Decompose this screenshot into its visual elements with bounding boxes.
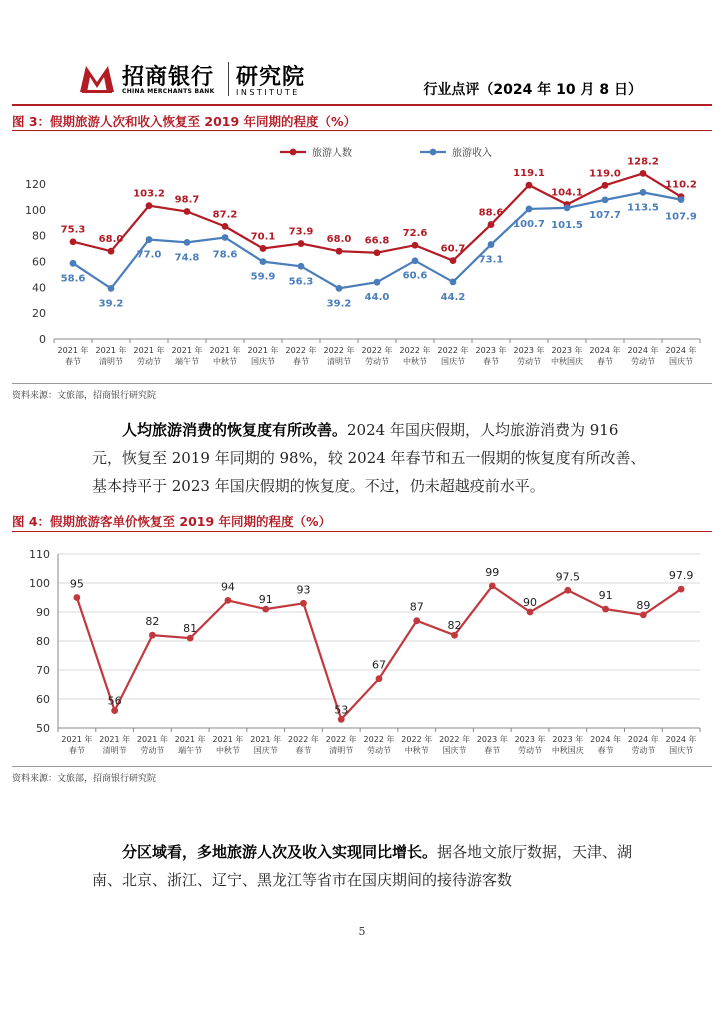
data-point: [412, 257, 419, 264]
data-point: [146, 202, 153, 209]
data-label: 95: [69, 577, 84, 591]
figure-4-title: 图 4：假期旅游客单价恢复至 2019 年同期的程度（%）: [12, 514, 332, 529]
x-tick-label-holiday: 劳动节: [140, 746, 165, 755]
y-tick-label: 40: [32, 281, 46, 295]
data-label: 44.0: [364, 292, 390, 304]
figure-4-chart: [12, 536, 712, 764]
data-label: 82: [447, 619, 462, 633]
data-label: 39.2: [326, 298, 352, 310]
data-point: [564, 587, 571, 594]
data-label: 119.1: [513, 168, 545, 180]
x-tick-label-holiday: 国庆节: [669, 746, 694, 755]
x-tick-label-holiday: 中秋节: [403, 357, 427, 366]
x-tick-label-year: 2023 年: [513, 346, 545, 355]
y-tick-label: 50: [36, 722, 50, 735]
data-point: [678, 586, 685, 593]
x-tick-label-year: 2022 年: [361, 346, 393, 355]
x-tick-label-holiday: 端午节: [175, 357, 199, 366]
data-point: [526, 206, 533, 213]
paragraph-regional-body: 据各地文旅厅数据，天津、湖南、北京、浙江、辽宁、黑龙江等省市在国庆期间的接待游客数: [92, 843, 633, 889]
x-tick-label-holiday: 春节: [484, 746, 501, 755]
data-point: [413, 617, 420, 624]
data-label: 68.0: [326, 234, 352, 246]
paragraph-regional: [92, 838, 646, 894]
data-label: 68.0: [98, 234, 124, 246]
legend-marker-1: [290, 149, 297, 156]
y-tick-label: 60: [36, 693, 50, 706]
data-point: [108, 285, 115, 292]
x-tick-label-year: 2022 年: [288, 735, 319, 744]
document-type-date: 行业点评（2024 年 10 月 8 日）: [423, 82, 642, 98]
data-label: 89: [636, 598, 651, 612]
x-tick-label-holiday: 中秋节: [213, 357, 237, 366]
data-label: 59.9: [250, 271, 276, 283]
header-rule: [12, 104, 712, 106]
data-point: [146, 236, 153, 243]
institute-name-cn: 研究院: [236, 65, 306, 90]
data-label: 98.7: [174, 194, 200, 206]
data-label: 82: [145, 615, 160, 629]
x-tick-label-year: 2021 年: [95, 346, 127, 355]
legend-label-1: 旅游人数: [312, 148, 352, 159]
x-tick-label-year: 2021 年: [250, 735, 282, 744]
data-point: [260, 245, 267, 252]
institute-name-en: INSTITUTE: [236, 88, 300, 97]
data-point: [488, 221, 495, 228]
data-label: 97.5: [555, 570, 581, 584]
data-label: 113.5: [627, 202, 659, 214]
data-label: 58.6: [60, 273, 86, 285]
x-tick-label-holiday: 清明节: [99, 357, 123, 366]
figure-3-chart: [12, 134, 712, 380]
x-tick-label-holiday: 中秋节: [404, 746, 429, 755]
data-label: 104.1: [551, 187, 583, 199]
data-label: 107.9: [665, 211, 697, 223]
legend-label-2: 旅游收入: [452, 148, 492, 159]
figure-4-source-rule: [12, 766, 712, 767]
x-tick-label-holiday: 中秋国庆: [551, 357, 583, 366]
data-point: [336, 248, 343, 255]
figure-3-title-rule: [12, 130, 712, 131]
data-label: 99: [485, 565, 500, 579]
data-label: 66.8: [364, 235, 390, 247]
y-tick-label: 20: [32, 307, 46, 321]
x-tick-label-year: 2021 年: [57, 346, 89, 355]
data-label: 103.2: [133, 188, 165, 200]
x-tick-label-holiday: 中秋国庆: [551, 746, 584, 755]
data-point: [260, 258, 267, 265]
x-tick-label-year: 2021 年: [171, 346, 203, 355]
data-point: [298, 263, 305, 270]
bank-name-en: CHINA MERCHANTS BANK: [122, 88, 215, 95]
page-number: 5: [358, 925, 366, 938]
data-label: 75.3: [60, 224, 86, 236]
data-point: [184, 208, 191, 215]
figure-3-source: 资料来源：文旅部，招商银行研究院: [12, 391, 157, 401]
data-label: 110.2: [665, 179, 697, 191]
x-tick-label-holiday: 春节: [68, 746, 85, 755]
bank-name-cn: 招商银行: [122, 65, 215, 90]
y-tick-label: 100: [25, 203, 46, 217]
data-label: 72.6: [402, 228, 428, 240]
x-tick-label-year: 2024 年: [590, 735, 622, 744]
y-tick-label: 90: [36, 606, 50, 619]
x-tick-label-holiday: 春节: [295, 746, 312, 755]
x-tick-label-holiday: 国庆节: [253, 746, 278, 755]
data-point: [111, 707, 118, 714]
y-tick-label: 60: [32, 255, 46, 269]
data-point: [262, 606, 269, 613]
data-label: 94: [220, 580, 235, 594]
data-label: 67: [372, 658, 386, 672]
data-label: 119.0: [589, 168, 621, 180]
data-label: 39.2: [98, 298, 124, 310]
x-tick-label-holiday: 清明节: [327, 357, 351, 366]
data-label: 53: [334, 703, 349, 717]
data-point: [374, 279, 381, 286]
y-tick-label: 120: [25, 178, 46, 191]
x-tick-label-year: 2022 年: [401, 735, 433, 744]
data-label: 73.1: [478, 254, 504, 266]
x-tick-label-holiday: 劳动节: [518, 746, 543, 755]
data-point: [640, 170, 647, 177]
x-tick-label-holiday: 国庆节: [669, 357, 693, 366]
x-tick-label-holiday: 劳动节: [631, 357, 655, 366]
x-tick-label-holiday: 劳动节: [517, 357, 541, 366]
x-tick-label-year: 2024 年: [665, 346, 697, 355]
x-tick-label-year: 2024 年: [589, 346, 621, 355]
x-tick-label-holiday: 春节: [597, 357, 613, 366]
x-tick-label-year: 2021 年: [247, 346, 279, 355]
x-tick-label-year: 2022 年: [325, 735, 357, 744]
data-label: 91: [258, 593, 273, 607]
data-label: 77.0: [136, 249, 162, 261]
paragraph-recovery-body: 2024 年国庆假期，人均旅游消费为 916 元，恢复至 2019 年同期的 98%，较 2024 年春节和五一假期的恢复度有所改善、基本持平于 2023 年国庆假期的恢复度。不过，仍未超越疫前水平。: [92, 421, 646, 495]
data-point: [678, 196, 685, 203]
x-tick-label-year: 2021 年: [61, 735, 93, 744]
data-label: 100.7: [513, 218, 545, 230]
x-tick-label-holiday: 春节: [65, 357, 81, 366]
x-tick-label-holiday: 国庆节: [442, 746, 467, 755]
data-point: [451, 632, 458, 639]
paragraph-regional-lead: 分区域看，多地旅游人次及收入实现同比增长。: [122, 843, 438, 861]
y-tick-label: 80: [32, 229, 46, 243]
x-tick-label-holiday: 国庆节: [251, 357, 275, 366]
legend-marker-2: [430, 149, 437, 156]
x-tick-label-holiday: 春节: [597, 746, 614, 755]
x-tick-label-year: 2024 年: [627, 346, 659, 355]
x-tick-label-holiday: 清明节: [102, 746, 127, 755]
data-point: [376, 675, 383, 682]
data-point: [73, 594, 80, 601]
data-label: 73.9: [288, 226, 314, 238]
figure-3-source-rule: [12, 383, 712, 384]
data-point: [70, 260, 77, 267]
report-header: [0, 0, 724, 110]
data-point: [602, 196, 609, 203]
data-label: 78.6: [212, 249, 238, 261]
data-point: [374, 249, 381, 256]
x-tick-label-year: 2023 年: [475, 346, 507, 355]
x-tick-label-holiday: 劳动节: [367, 746, 391, 755]
paragraph-recovery-lead: 人均旅游消费的恢复度有所改善。: [122, 421, 348, 439]
x-tick-label-year: 2022 年: [323, 346, 355, 355]
y-tick-label: 0: [39, 333, 46, 346]
data-point: [450, 279, 457, 286]
data-label: 128.2: [627, 156, 659, 168]
data-label: 44.2: [440, 291, 466, 303]
logo-divider: [228, 62, 229, 96]
data-point: [300, 600, 307, 607]
data-point: [564, 204, 571, 211]
x-tick-label-year: 2022 年: [285, 346, 317, 355]
x-tick-label-year: 2022 年: [399, 346, 431, 355]
data-label: 56: [107, 694, 122, 708]
x-tick-label-holiday: 劳动节: [365, 357, 389, 366]
data-point: [187, 635, 194, 642]
data-point: [298, 240, 305, 247]
data-point: [222, 223, 229, 230]
data-point: [149, 632, 156, 639]
paragraph-recovery: [92, 416, 646, 500]
data-label: 93: [296, 583, 311, 597]
data-point: [450, 257, 457, 264]
x-tick-label-holiday: 春节: [483, 357, 499, 366]
y-tick-label: 100: [29, 577, 50, 590]
data-label: 88.6: [478, 207, 504, 219]
data-point: [222, 234, 229, 241]
figure-3-title: 图 3：假期旅游人次和收入恢复至 2019 年同期的程度（%）: [12, 114, 357, 129]
data-label: 60.6: [402, 270, 428, 282]
data-point: [489, 583, 496, 590]
data-point: [70, 238, 77, 245]
data-point: [184, 239, 191, 246]
x-tick-label-year: 2021 年: [174, 735, 206, 744]
data-label: 97.9: [668, 569, 694, 583]
x-tick-label-year: 2022 年: [439, 735, 470, 744]
data-label: 81: [183, 622, 198, 636]
x-tick-label-year: 2021 年: [209, 346, 241, 355]
data-point: [338, 716, 345, 723]
x-tick-label-holiday: 中秋节: [215, 746, 240, 755]
data-point: [640, 189, 647, 196]
x-tick-label-year: 2021 年: [133, 346, 165, 355]
data-point: [526, 182, 533, 189]
data-label: 60.7: [440, 243, 466, 255]
data-point: [225, 597, 232, 604]
data-point: [412, 242, 419, 249]
data-label: 87.2: [212, 209, 238, 221]
figure-4-source: 资料来源：文旅部，招商银行研究院: [12, 774, 157, 784]
data-label: 87: [409, 600, 424, 614]
data-point: [602, 606, 609, 613]
data-label: 107.7: [589, 209, 621, 221]
x-tick-label-year: 2023 年: [552, 735, 584, 744]
data-point: [108, 248, 115, 255]
x-tick-label-year: 2021 年: [212, 735, 244, 744]
x-tick-label-year: 2021 年: [136, 735, 168, 744]
data-point: [488, 241, 495, 248]
x-tick-label-year: 2024 年: [627, 735, 659, 744]
data-label: 74.8: [174, 252, 200, 264]
cmb-logo-icon: [78, 62, 116, 94]
x-tick-label-year: 2023 年: [476, 735, 508, 744]
x-tick-label-holiday: 劳动节: [631, 746, 656, 755]
x-tick-label-year: 2024 年: [665, 735, 697, 744]
data-point: [527, 609, 534, 616]
data-label: 56.3: [288, 276, 314, 288]
x-tick-label-year: 2022 年: [363, 735, 395, 744]
data-label: 90: [523, 596, 538, 609]
figure-4-title-rule: [12, 531, 712, 532]
x-tick-label-year: 2021 年: [99, 735, 131, 744]
data-label: 70.1: [250, 231, 276, 243]
data-label: 101.5: [551, 219, 583, 231]
x-tick-label-holiday: 端午节: [178, 746, 203, 755]
x-tick-label-holiday: 清明节: [329, 746, 354, 755]
data-point: [602, 182, 609, 189]
data-point: [640, 612, 647, 619]
x-tick-label-holiday: 劳动节: [137, 357, 161, 366]
y-tick-label: 110: [29, 548, 50, 561]
x-tick-label-holiday: 春节: [293, 357, 309, 366]
data-label: 91: [598, 589, 613, 603]
x-tick-label-year: 2022 年: [437, 346, 469, 355]
y-tick-label: 80: [36, 635, 50, 648]
x-tick-label-year: 2023 年: [551, 346, 583, 355]
data-point: [336, 285, 343, 292]
x-tick-label-holiday: 国庆节: [441, 357, 465, 366]
x-tick-label-year: 2023 年: [514, 735, 546, 744]
y-tick-label: 70: [36, 664, 50, 677]
